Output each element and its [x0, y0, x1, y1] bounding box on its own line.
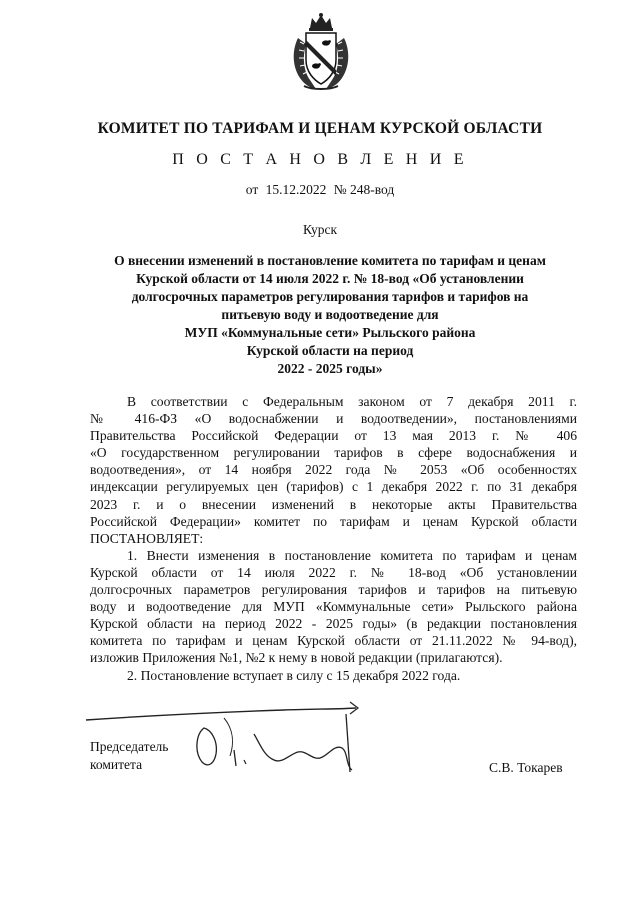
document-date-number	[0, 182, 640, 198]
item1-line: комитета по тарифам и ценам Курской области от 21.11.2022 № 94-вод),	[90, 633, 577, 649]
subject-line: питьевую воду и водоотведение для	[221, 307, 439, 322]
document-subject	[80, 252, 580, 378]
preamble-line: Российской Федерации» комитет по тарифам и ценам Курской области	[90, 513, 577, 529]
document-type: П О С Т А Н О В Л Е Н И Е	[172, 151, 468, 168]
item1-line: воду и водоотведение для МУП «Коммунальные сети» Рыльского района	[90, 599, 577, 615]
preamble-line: 2023 г. и о внесении изменений в некоторые акты Правительства	[90, 496, 577, 512]
signer-position	[90, 738, 168, 774]
item1-line: долгосрочных параметров регулирования тарифов и тарифов на питьевую	[90, 582, 577, 598]
preamble-line: № 416-ФЗ «О водоснабжении и водоотведении», постановлениями	[90, 411, 577, 427]
item2-line: 2. Постановление вступает в силу с 15 декабря 2022 года.	[127, 667, 461, 683]
date-prefix: от	[245, 182, 259, 197]
position-line: Председатель	[90, 739, 169, 754]
city: Курск	[302, 222, 338, 237]
preamble-line: индексации регулируемых цен (тарифов) с 1 декабря 2022 г. по 31 декабря	[90, 479, 577, 495]
subject-line: О внесении изменений в постановление комитета по тарифам и ценам	[114, 253, 546, 268]
subject-line: Курской области на период	[246, 343, 414, 358]
preamble-line: В соответствии с Федеральным законом от 7 декабря 2011 г.	[127, 394, 577, 409]
subject-line: МУП «Коммунальные сети» Рыльского района	[184, 325, 476, 340]
resolution-keyword: ПОСТАНОВЛЯЕТ:	[90, 530, 204, 546]
document-number: № 248-вод	[333, 182, 395, 197]
item1-line: изложив Приложения №1, №2 к нему в новой редакции (прилагаются).	[90, 650, 503, 666]
item1-line: Курской области на период 2022 - 2025 годы» (в редакции постановления	[90, 616, 577, 632]
subject-line: 2022 - 2025 годы»	[277, 361, 383, 376]
organization-title: КОМИТЕТ ПО ТАРИФАМ И ЦЕНАМ КУРСКОЙ ОБЛАСТИ	[97, 120, 543, 137]
coat-of-arms-icon	[290, 12, 352, 92]
item1-line: 1. Внести изменения в постановление комитета по тарифам и ценам	[127, 547, 577, 563]
document-body	[90, 393, 577, 684]
preamble-line: водоотведения», от 14 ноября 2022 года № 2053 «Об особенностях	[90, 462, 577, 478]
subject-line: долгосрочных параметров регулирования тарифов и тарифов на	[131, 289, 529, 304]
position-line: комитета	[90, 757, 143, 772]
signer-name: С.В. Токарев	[489, 760, 563, 775]
item1-line: Курской области от 14 июля 2022 г. № 18-вод «Об установлении	[90, 564, 577, 580]
subject-line: Курской области от 14 июля 2022 г. № 18-вод «Об установлении	[136, 271, 524, 286]
preamble-line: «О государственном регулировании тарифов в сфере водоснабжения и	[90, 445, 577, 461]
preamble-line: Правительства Российской Федерации от 13 мая 2013 г. № 406	[90, 428, 577, 444]
document-date: 15.12.2022	[265, 182, 327, 197]
